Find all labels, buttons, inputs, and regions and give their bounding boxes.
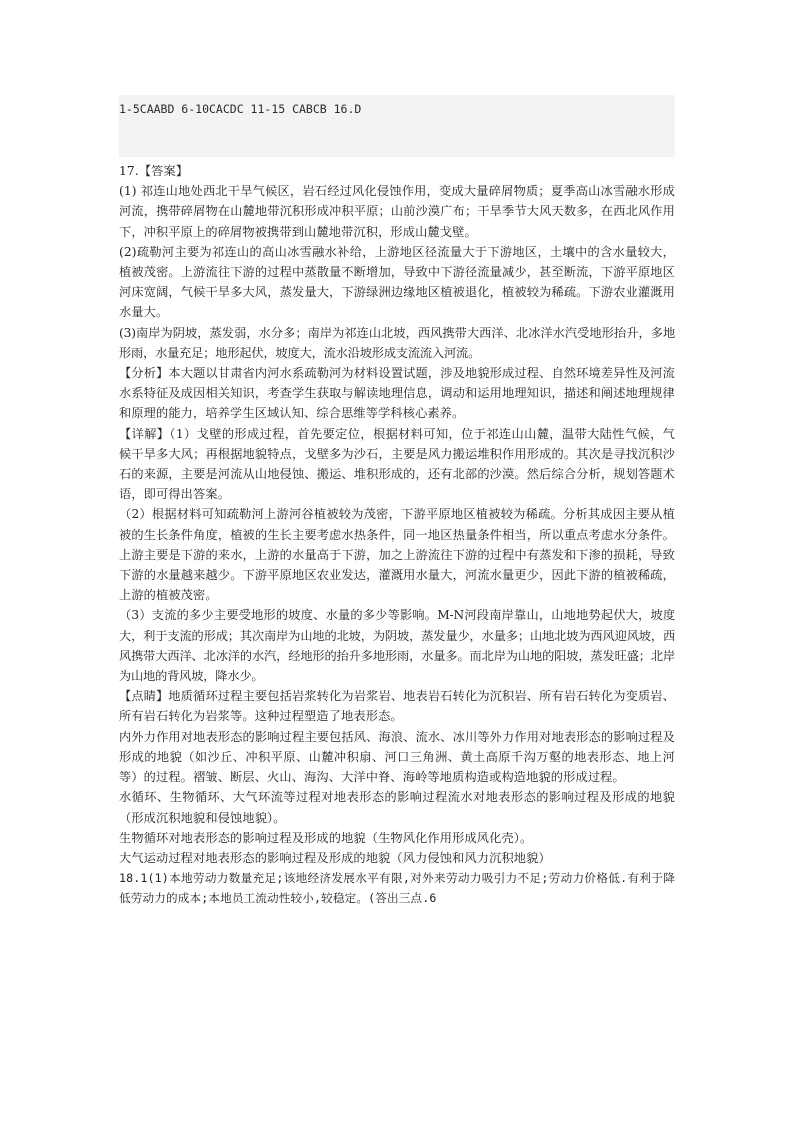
- q17-detail-1: 【详解】（1）戈壁的形成过程，首先要定位，根据材料可知，位于祁连山山麓，温带大陆性气候，气候干旱多大风；再根据地貌特点，戈壁多为沙石，主要是风力搬运堆积作用形成的。其次是寻找沉积沙石的来源，主要是河流从山地侵蚀、搬运、堆积形成的，还有北部的沙漠。然后综合分析，规划答题术语，即可得出答案。: [119, 426, 675, 502]
- q17-detail-3: （3）支流的多少主要受地形的坡度、水量的多少等影响。M-N河段南岸靠山，山地地势起伏大，坡度大，利于支流的形成；其次南岸为山地的北坡，为阴坡，蒸发量少，水量多；山地北坡为西风迎风坡，西风携带大西洋、北冰洋的水汽，经地形的抬升多地形雨，水量多。而北岸为山地的阳坡，蒸发旺盛；北岸为山地的背风坡，降水少。: [119, 608, 675, 684]
- q17-heading: 17.【答案】: [119, 164, 189, 178]
- document-body: [119, 161, 675, 909]
- multiple-choice-answers: 1-5CAABD 6-10CACDC 11-15 CABCB 16.D: [119, 102, 362, 116]
- q17-detail-2: （2）根据材料可知疏勒河上游河谷植被较为茂密，下游平原地区植被较为稀疏。分析其成因主要从植被的生长条件角度，植被的生长主要考虑水热条件，同一地区热量条件相当，所以重点考虑水分条件。上游主要是下游的来水，上游的水量高于下游，加之上游流往下游的过程中有蒸发和下渗的损耗，导致下游的水量越来越少。下游平原地区农业发达，灌溉用水量大，河流水量更少，因此下游的植被稀疏，上游的植被茂密。: [119, 507, 675, 603]
- q17-tip-4: 生物循环对地表形态的影响过程及形成的地貌（生物风化作用形成风化壳）。: [119, 830, 533, 845]
- q17-answer-2: (2)疏勒河主要为祁连山的高山冰雪融水补给，上游地区径流量大于下游地区，土壤中的含水量较大，植被茂密。上游流往下游的过程中蒸散量不断增加，导致中下游径流量减少，甚至断流，下游平原地区河床宽阔，气候干旱多大风，蒸发量大，下游绿洲边缘地区植被退化，植被较为稀疏。下游农业灌溉用水量大。: [119, 244, 675, 320]
- q17-tip-5: 大气运动过程对地表形态的影响过程及形成的地貌（风力侵蚀和风力沉积地貌）: [119, 850, 551, 865]
- answer-key-band: [119, 95, 675, 157]
- q17-tip-2: 内外力作用对地表形态的影响过程主要包括风、海浪、流水、冰川等外力作用对地表形态的影响过程及形成的地貌（如沙丘、冲积平原、山麓冲积扇、河口三角洲、黄土高原千沟万壑的地表形态、地上河等）的过程。褶皱、断层、火山、海沟、大洋中脊、海岭等地质构造或构造地貌的形成过程。: [119, 729, 675, 785]
- q18-answer-1: 18.1(1)本地劳动力数量充足;该地经济发展水平有限,对外来劳动力吸引力不足;劳动力价格低.有利于降低劳动力的成本;本地员工流动性较小,较稳定。(答出三点.6: [119, 871, 675, 906]
- q17-analysis: 【分析】本大题以甘肃省内河水系疏勒河为材料设置试题，涉及地貌形成过程、自然环境差异性及河流水系特征及成因相关知识，考查学生获取与解读地理信息，调动和运用地理知识，描述和阐述地理规律和原理的能力，培养学生区域认知、综合思维等学科核心素养。: [119, 366, 675, 421]
- q17-tip-1: 【点睛】地质循环过程主要包括岩浆转化为岩浆岩、地表岩石转化为沉积岩、所有岩石转化为变质岩、所有岩石转化为岩浆等。这种过程塑造了地表形态。: [119, 689, 675, 724]
- q17-answer-3: (3)南岸为阴坡，蒸发弱，水分多；南岸为祁连山北坡，西风携带大西洋、北冰洋水汽受地形抬升，多地形雨，水量充足；地形起伏，坡度大，流水沿坡形成支流流入河流。: [119, 325, 675, 360]
- document-page: [119, 95, 675, 1055]
- q17-tip-3: 水循环、生物循环、大气环流等过程对地表形态的影响过程流水对地表形态的影响过程及形成的地貌（形成沉积地貌和侵蚀地貌）。: [119, 790, 675, 825]
- q17-answer-1: (1) 祁连山地处西北干旱气候区，岩石经过风化侵蚀作用，变成大量碎屑物质；夏季高山冰雪融水形成河流，携带碎屑物在山麓地带沉积形成冲积平原；山前沙漠广布；干旱季节大风天数多，在西北风作用下，冲积平原上的碎屑物被携带到山麓地带沉积，形成山麓戈壁。: [119, 184, 675, 239]
